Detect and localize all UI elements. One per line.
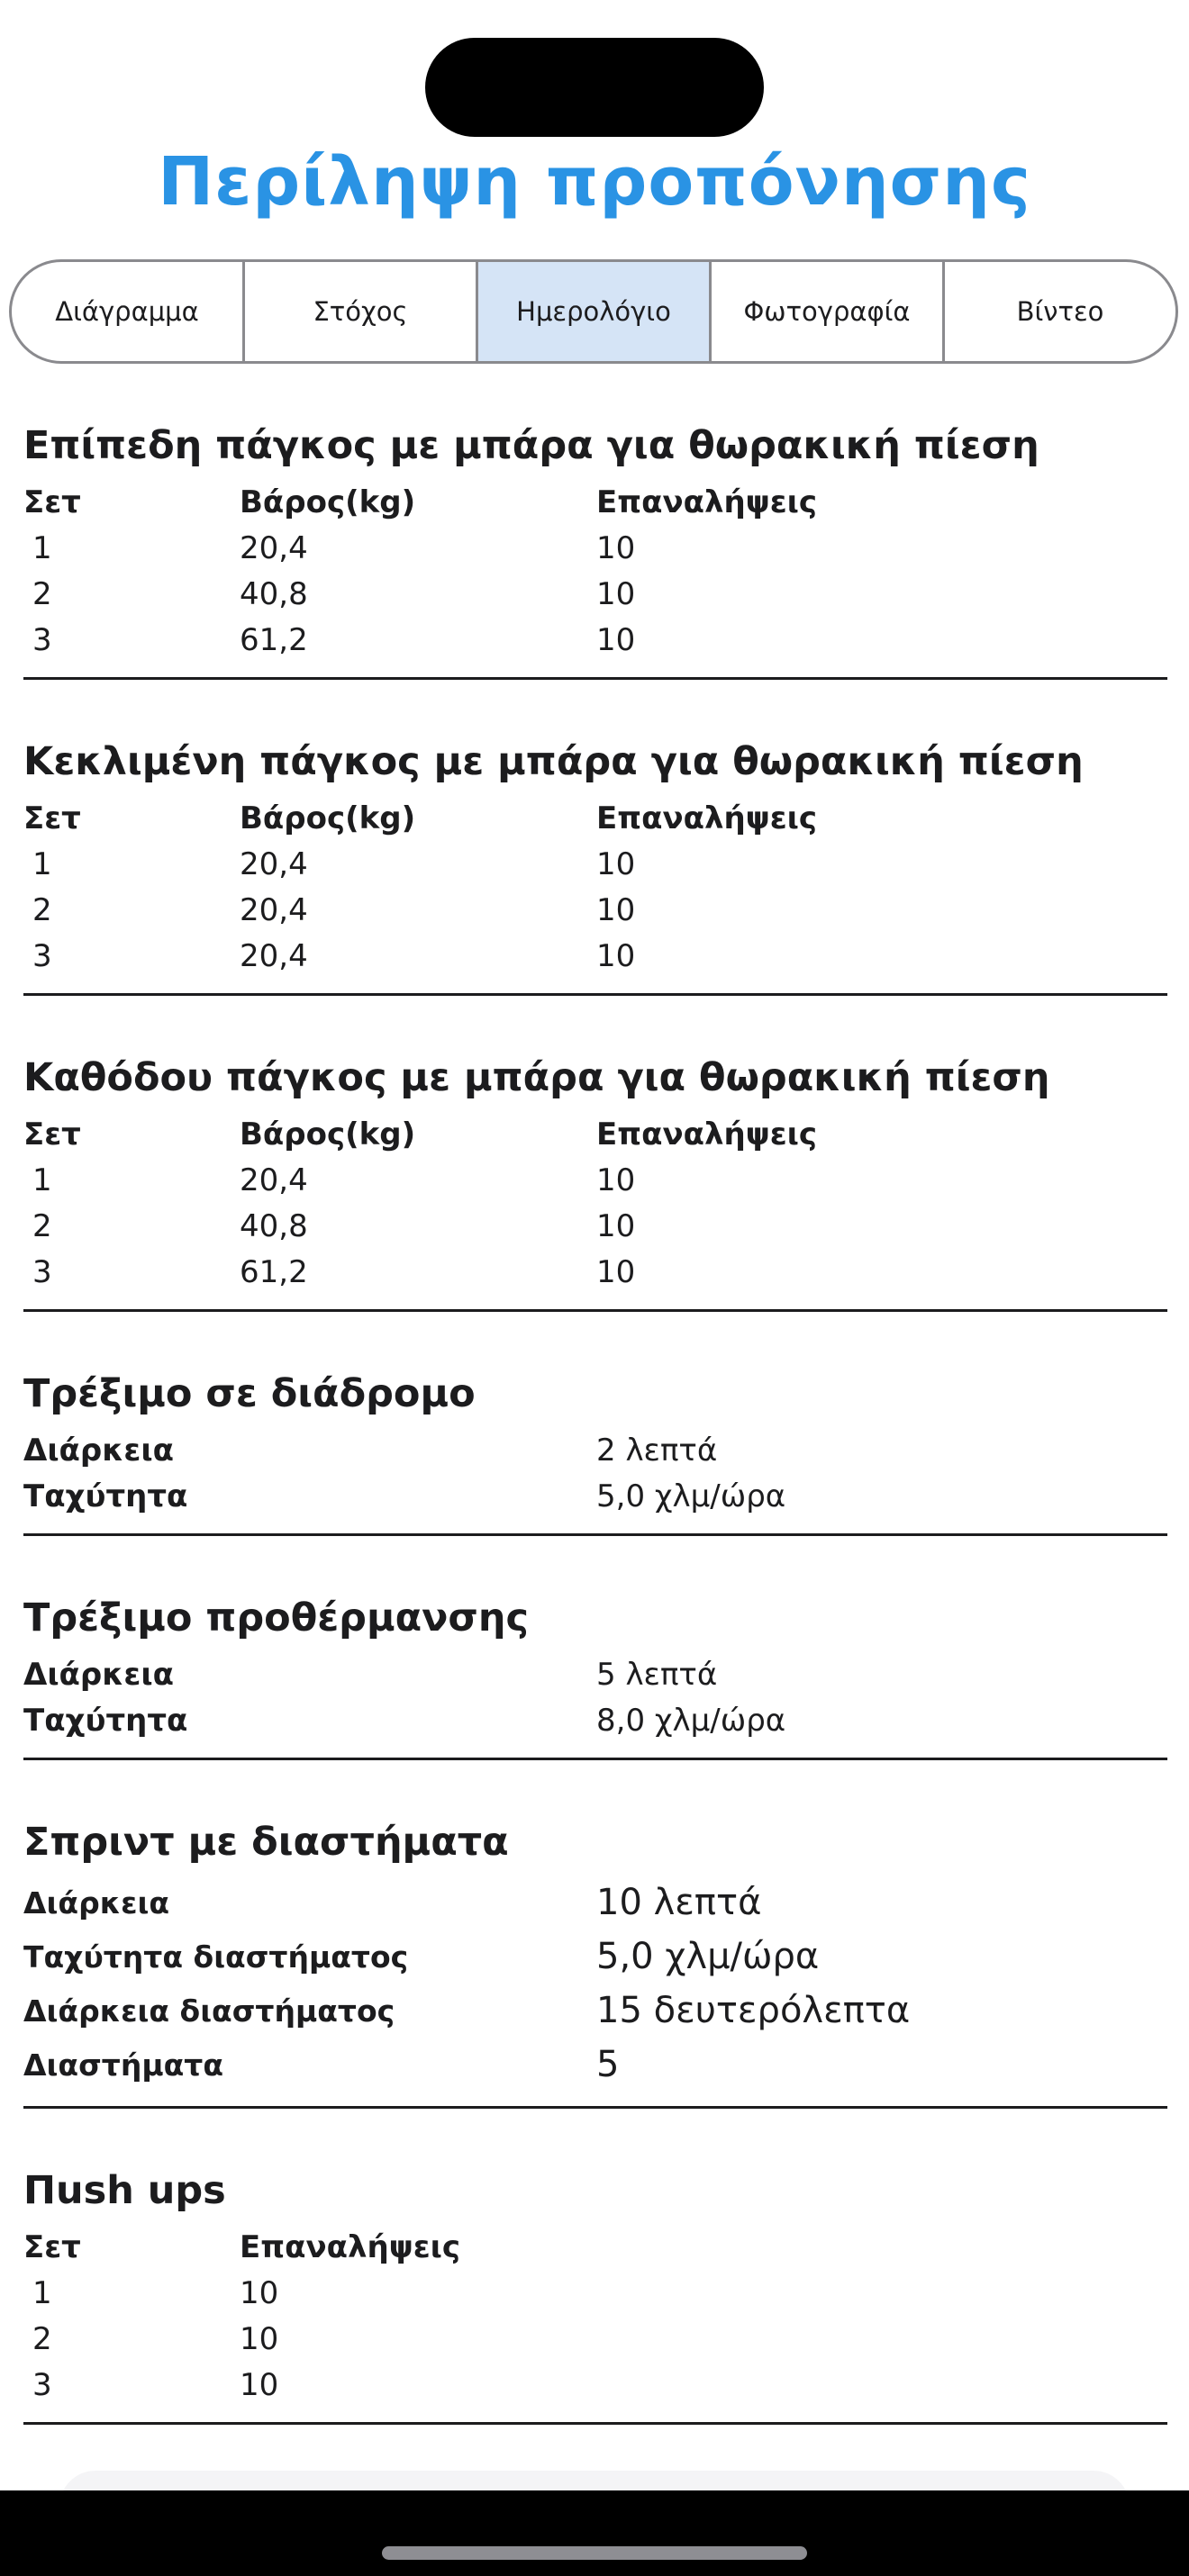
set-number: 1 (32, 1161, 52, 1198)
tab-diagram[interactable]: Διάγραμμα (12, 262, 245, 361)
reps-value: 10 (596, 937, 636, 974)
column-header: Βάρος(kg) (240, 1116, 416, 1152)
field-row (23, 1930, 1167, 1984)
table-row (23, 841, 1167, 887)
table-row (23, 525, 1167, 571)
field-value: 10 λεπτά (596, 1882, 762, 1923)
table-row (23, 1249, 1167, 1295)
field-label: Ταχύτητα (23, 1478, 188, 1514)
table-header (23, 1111, 1167, 1157)
column-header: Σετ (23, 484, 81, 520)
tab-log[interactable]: Ημερολόγιο (478, 262, 712, 361)
set-number: 2 (32, 575, 52, 612)
table-row (23, 2362, 1167, 2408)
field-value: 5 (596, 2044, 620, 2085)
field-value: 8,0 χλμ/ώρα (596, 1702, 786, 1739)
column-header: Επαναλήψεις (596, 1116, 818, 1152)
table-header (23, 479, 1167, 525)
set-number: 2 (32, 1207, 52, 1244)
column-header: Επαναλήψεις (240, 2228, 461, 2265)
field-value: 5,0 χλμ/ώρα (596, 1478, 786, 1514)
set-number: 3 (32, 937, 52, 974)
field-value: 5,0 χλμ/ώρα (596, 1936, 820, 1977)
home-indicator[interactable] (382, 2546, 807, 2560)
field-row (23, 1984, 1167, 2038)
field-value: 5 λεπτά (596, 1656, 718, 1693)
exercise-section (23, 364, 1167, 680)
reps-value: 10 (596, 529, 636, 566)
set-number: 2 (32, 891, 52, 928)
table-header (23, 795, 1167, 841)
tab-goal[interactable]: Στόχος (245, 262, 478, 361)
weight-value: 20,4 (240, 937, 308, 974)
tab-video[interactable]: Βίντεο (1016, 296, 1104, 327)
table-row (23, 1157, 1167, 1203)
field-row (23, 1427, 1167, 1473)
field-row (23, 1473, 1167, 1519)
table-row (23, 933, 1167, 979)
reps-value: 10 (596, 1253, 636, 1290)
tab-photo[interactable]: Φωτογραφία (712, 262, 945, 361)
exercise-title: Τρέξιμο προθέρμανσης (23, 1595, 530, 1641)
reps-value: 10 (596, 621, 636, 658)
weight-value: 20,4 (240, 845, 308, 882)
table-row (23, 2316, 1167, 2362)
set-number: 1 (32, 2274, 52, 2311)
table-row (23, 2270, 1167, 2316)
table-row (23, 617, 1167, 663)
exercise-title: Σπριντ με διαστήματα (23, 1820, 509, 1865)
set-number: 3 (32, 2366, 52, 2403)
field-label: Ταχύτητα διαστήματος (23, 1939, 409, 1975)
exercise-title: Καθόδου πάγκος με μπάρα για θωρακική πίεση (23, 1055, 1050, 1100)
field-value: 2 λεπτά (596, 1432, 718, 1469)
field-label: Διάρκεια (23, 1432, 174, 1469)
field-label: Διαστήματα (23, 2047, 224, 2083)
reps-value: 10 (596, 891, 636, 928)
reps-value: 10 (596, 845, 636, 882)
weight-value: 40,8 (240, 1207, 308, 1244)
field-value: 15 δευτερόλεπτα (596, 1990, 911, 2031)
exercise-section (23, 680, 1167, 996)
column-header: Βάρος(kg) (240, 484, 416, 520)
exercise-section (23, 996, 1167, 1312)
column-header: Σετ (23, 1116, 81, 1152)
column-header: Σετ (23, 800, 81, 836)
reps-value: 10 (240, 2366, 279, 2403)
weight-value: 20,4 (240, 891, 308, 928)
bottom-bar (0, 2490, 1189, 2576)
weight-value: 40,8 (240, 575, 308, 612)
field-row (23, 2038, 1167, 2092)
field-row (23, 1651, 1167, 1697)
exercise-title: Πush ups (23, 2168, 226, 2213)
reps-value: 10 (596, 1207, 636, 1244)
column-header: Σετ (23, 2228, 81, 2265)
exercise-section (23, 1312, 1167, 1536)
reps-value: 10 (596, 1161, 636, 1198)
set-number: 2 (32, 2320, 52, 2357)
table-header (23, 2224, 1167, 2270)
exercise-title: Τρέξιμο σε διάδρομο (23, 1371, 476, 1416)
set-number: 1 (32, 845, 52, 882)
weight-value: 61,2 (240, 1253, 308, 1290)
column-header: Επαναλήψεις (596, 484, 818, 520)
reps-value: 10 (596, 575, 636, 612)
table-row (23, 571, 1167, 617)
set-number: 1 (32, 529, 52, 566)
set-number: 3 (32, 621, 52, 658)
field-label: Διάρκεια (23, 1885, 170, 1921)
field-label: Διάρκεια διαστήματος (23, 1993, 395, 2029)
workout-log (23, 364, 1167, 2425)
page-title: Περίληψη προπόνησης (158, 143, 1031, 221)
field-label: Ταχύτητα (23, 1702, 188, 1739)
reps-value: 10 (240, 2274, 279, 2311)
segmented-control (9, 259, 1178, 364)
table-row (23, 1203, 1167, 1249)
table-row (23, 887, 1167, 933)
exercise-title: Επίπεδη πάγκος με μπάρα για θωρακική πίεση (23, 423, 1039, 468)
column-header: Επαναλήψεις (596, 800, 818, 836)
field-label: Διάρκεια (23, 1656, 174, 1693)
exercise-section (23, 1536, 1167, 1760)
column-header: Βάρος(kg) (240, 800, 416, 836)
field-row (23, 1876, 1167, 1930)
exercise-section (23, 1760, 1167, 2109)
reps-value: 10 (240, 2320, 279, 2357)
weight-value: 61,2 (240, 621, 308, 658)
exercise-title: Κεκλιμένη πάγκος με μπάρα για θωρακική πίεση (23, 739, 1084, 784)
weight-value: 20,4 (240, 529, 308, 566)
weight-value: 20,4 (240, 1161, 308, 1198)
exercise-section (23, 2109, 1167, 2425)
dynamic-island (425, 38, 764, 137)
set-number: 3 (32, 1253, 52, 1290)
field-row (23, 1697, 1167, 1743)
